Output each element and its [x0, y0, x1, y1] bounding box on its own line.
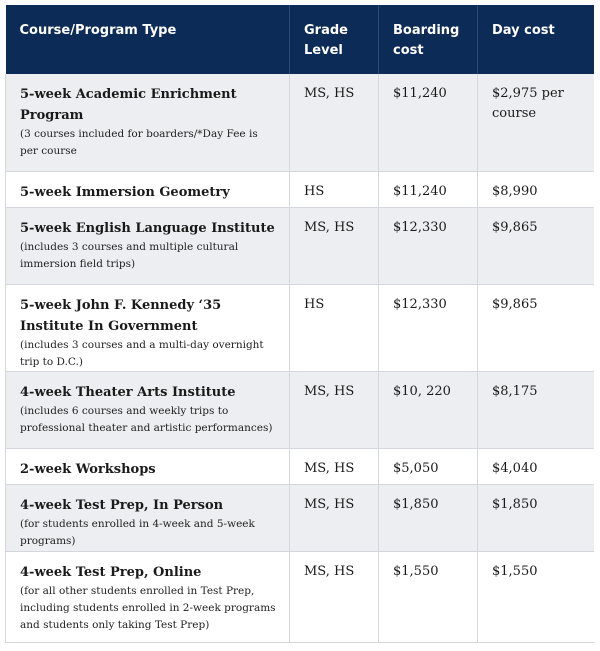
day-cost-cell: $2,975 per course [478, 74, 595, 172]
header-day-cost: Day cost [478, 5, 595, 74]
program-name: 4-week Theater Arts Institute [20, 385, 236, 400]
table-row [6, 208, 595, 285]
program-cell [6, 485, 290, 552]
day-cost-cell: $9,865 [478, 208, 595, 285]
program-name: 5-week John F. Kennedy ‘35 Institute In Government [20, 298, 222, 334]
boarding-cost-cell: $1,550 [379, 552, 478, 643]
table-row [6, 172, 595, 208]
day-cost-cell: $8,175 [478, 372, 595, 449]
boarding-cost-cell: $10, 220 [379, 372, 478, 449]
grade-cell: MS, HS [290, 449, 379, 485]
grade-cell: MS, HS [290, 74, 379, 172]
header-program: Course/Program Type [6, 5, 290, 74]
day-cost-cell: $1,850 [478, 485, 595, 552]
program-note: (3 courses included for boarders/*Day Fee is per course [20, 128, 258, 157]
program-note: (includes 3 courses and a multi-day overnight trip to D.C.) [20, 339, 264, 368]
table-row [6, 285, 595, 372]
grade-cell: MS, HS [290, 372, 379, 449]
program-cell [6, 172, 290, 208]
program-cell [6, 372, 290, 449]
program-name: 4-week Test Prep, Online [20, 565, 202, 580]
program-cell [6, 285, 290, 372]
table-row [6, 552, 595, 643]
grade-cell: MS, HS [290, 208, 379, 285]
boarding-cost-cell: $12,330 [379, 285, 478, 372]
program-note: (includes 3 courses and multiple cultural immersion field trips) [20, 241, 239, 270]
boarding-cost-cell: $1,850 [379, 485, 478, 552]
program-cell [6, 552, 290, 643]
program-cell [6, 74, 290, 172]
boarding-cost-cell: $12,330 [379, 208, 478, 285]
header-boarding-cost: Boarding cost [379, 5, 478, 74]
program-name: 5-week English Language Institute [20, 221, 275, 236]
grade-cell: MS, HS [290, 485, 379, 552]
program-name: 2-week Workshops [20, 462, 156, 477]
boarding-cost-cell: $5,050 [379, 449, 478, 485]
program-note: (for students enrolled in 4-week and 5-week programs) [20, 518, 255, 547]
day-cost-cell: $9,865 [478, 285, 595, 372]
table-row [6, 449, 595, 485]
boarding-cost-cell: $11,240 [379, 74, 478, 172]
program-name: 5-week Academic Enrichment Program [20, 87, 237, 123]
table-row [6, 74, 595, 172]
program-name: 4-week Test Prep, In Person [20, 498, 224, 513]
header-grade-level: Grade Level [290, 5, 379, 74]
program-cell [6, 449, 290, 485]
grade-cell: MS, HS [290, 552, 379, 643]
program-cost-table-container [5, 5, 594, 651]
program-cost-table [5, 5, 594, 643]
grade-cell: HS [290, 172, 379, 208]
program-name: 5-week Immersion Geometry [20, 185, 230, 200]
day-cost-cell: $1,550 [478, 552, 595, 643]
table-row [6, 485, 595, 552]
day-cost-cell: $8,990 [478, 172, 595, 208]
table-body [6, 74, 595, 643]
program-cell [6, 208, 290, 285]
table-header [6, 5, 595, 74]
day-cost-cell: $4,040 [478, 449, 595, 485]
grade-cell: HS [290, 285, 379, 372]
program-note: (includes 6 courses and weekly trips to professional theater and artistic performances) [20, 405, 273, 434]
table-row [6, 372, 595, 449]
program-note: (for all other students enrolled in Test Prep, including students enrolled in 2-week programs and students only taking Test Prep) [20, 585, 276, 631]
boarding-cost-cell: $11,240 [379, 172, 478, 208]
header-row [6, 5, 595, 74]
